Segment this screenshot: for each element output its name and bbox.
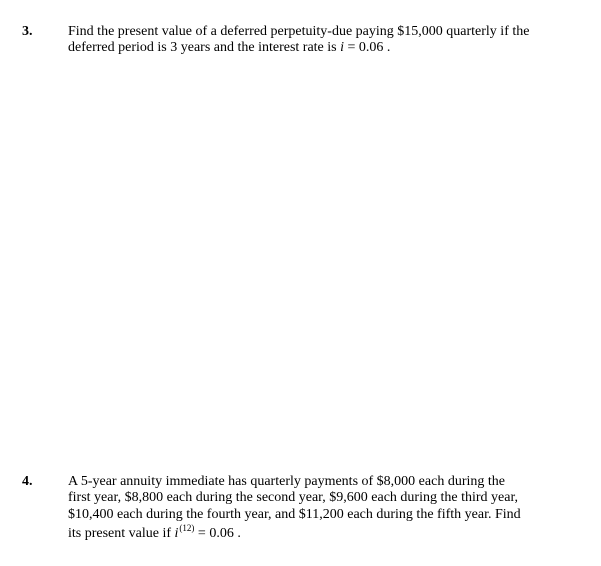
problem-line	[68, 522, 593, 542]
nominal-rate-equation	[174, 522, 241, 541]
math-variable: i	[174, 525, 179, 541]
problem-4	[0, 474, 601, 554]
problem-line: first year, $8,800 each during the second year, $9,600 each during the third year,	[68, 490, 519, 506]
interest-rate-equation	[340, 40, 390, 55]
problem-line: Find the present value of a deferred perpetuity-due paying $15,000 quarterly if the	[68, 24, 530, 39]
math-value: 0.06	[209, 525, 234, 541]
math-variable: i	[340, 40, 345, 56]
problem-text	[68, 474, 593, 542]
problem-line: $10,400 each during the fourth year, and $11,200 each during the fifth year. Find	[68, 506, 521, 522]
math-end: .	[383, 40, 391, 56]
problem-line	[68, 40, 593, 56]
math-equals: =	[194, 525, 210, 541]
problem-line-text: deferred period is 3 years and the interest rate is	[68, 40, 341, 56]
problem-number: 4.	[22, 474, 33, 489]
problem-3	[0, 24, 601, 64]
problem-number: 3.	[22, 24, 33, 39]
math-value: 0.06	[358, 40, 384, 56]
problem-line: A 5-year annuity immediate has quarterly payments of $8,000 each during the	[68, 474, 505, 489]
math-superscript: (12)	[179, 522, 195, 533]
math-end: .	[233, 525, 241, 541]
math-equals: =	[344, 40, 359, 56]
problem-line-text: its present value if	[68, 525, 175, 541]
problem-text	[68, 24, 593, 57]
